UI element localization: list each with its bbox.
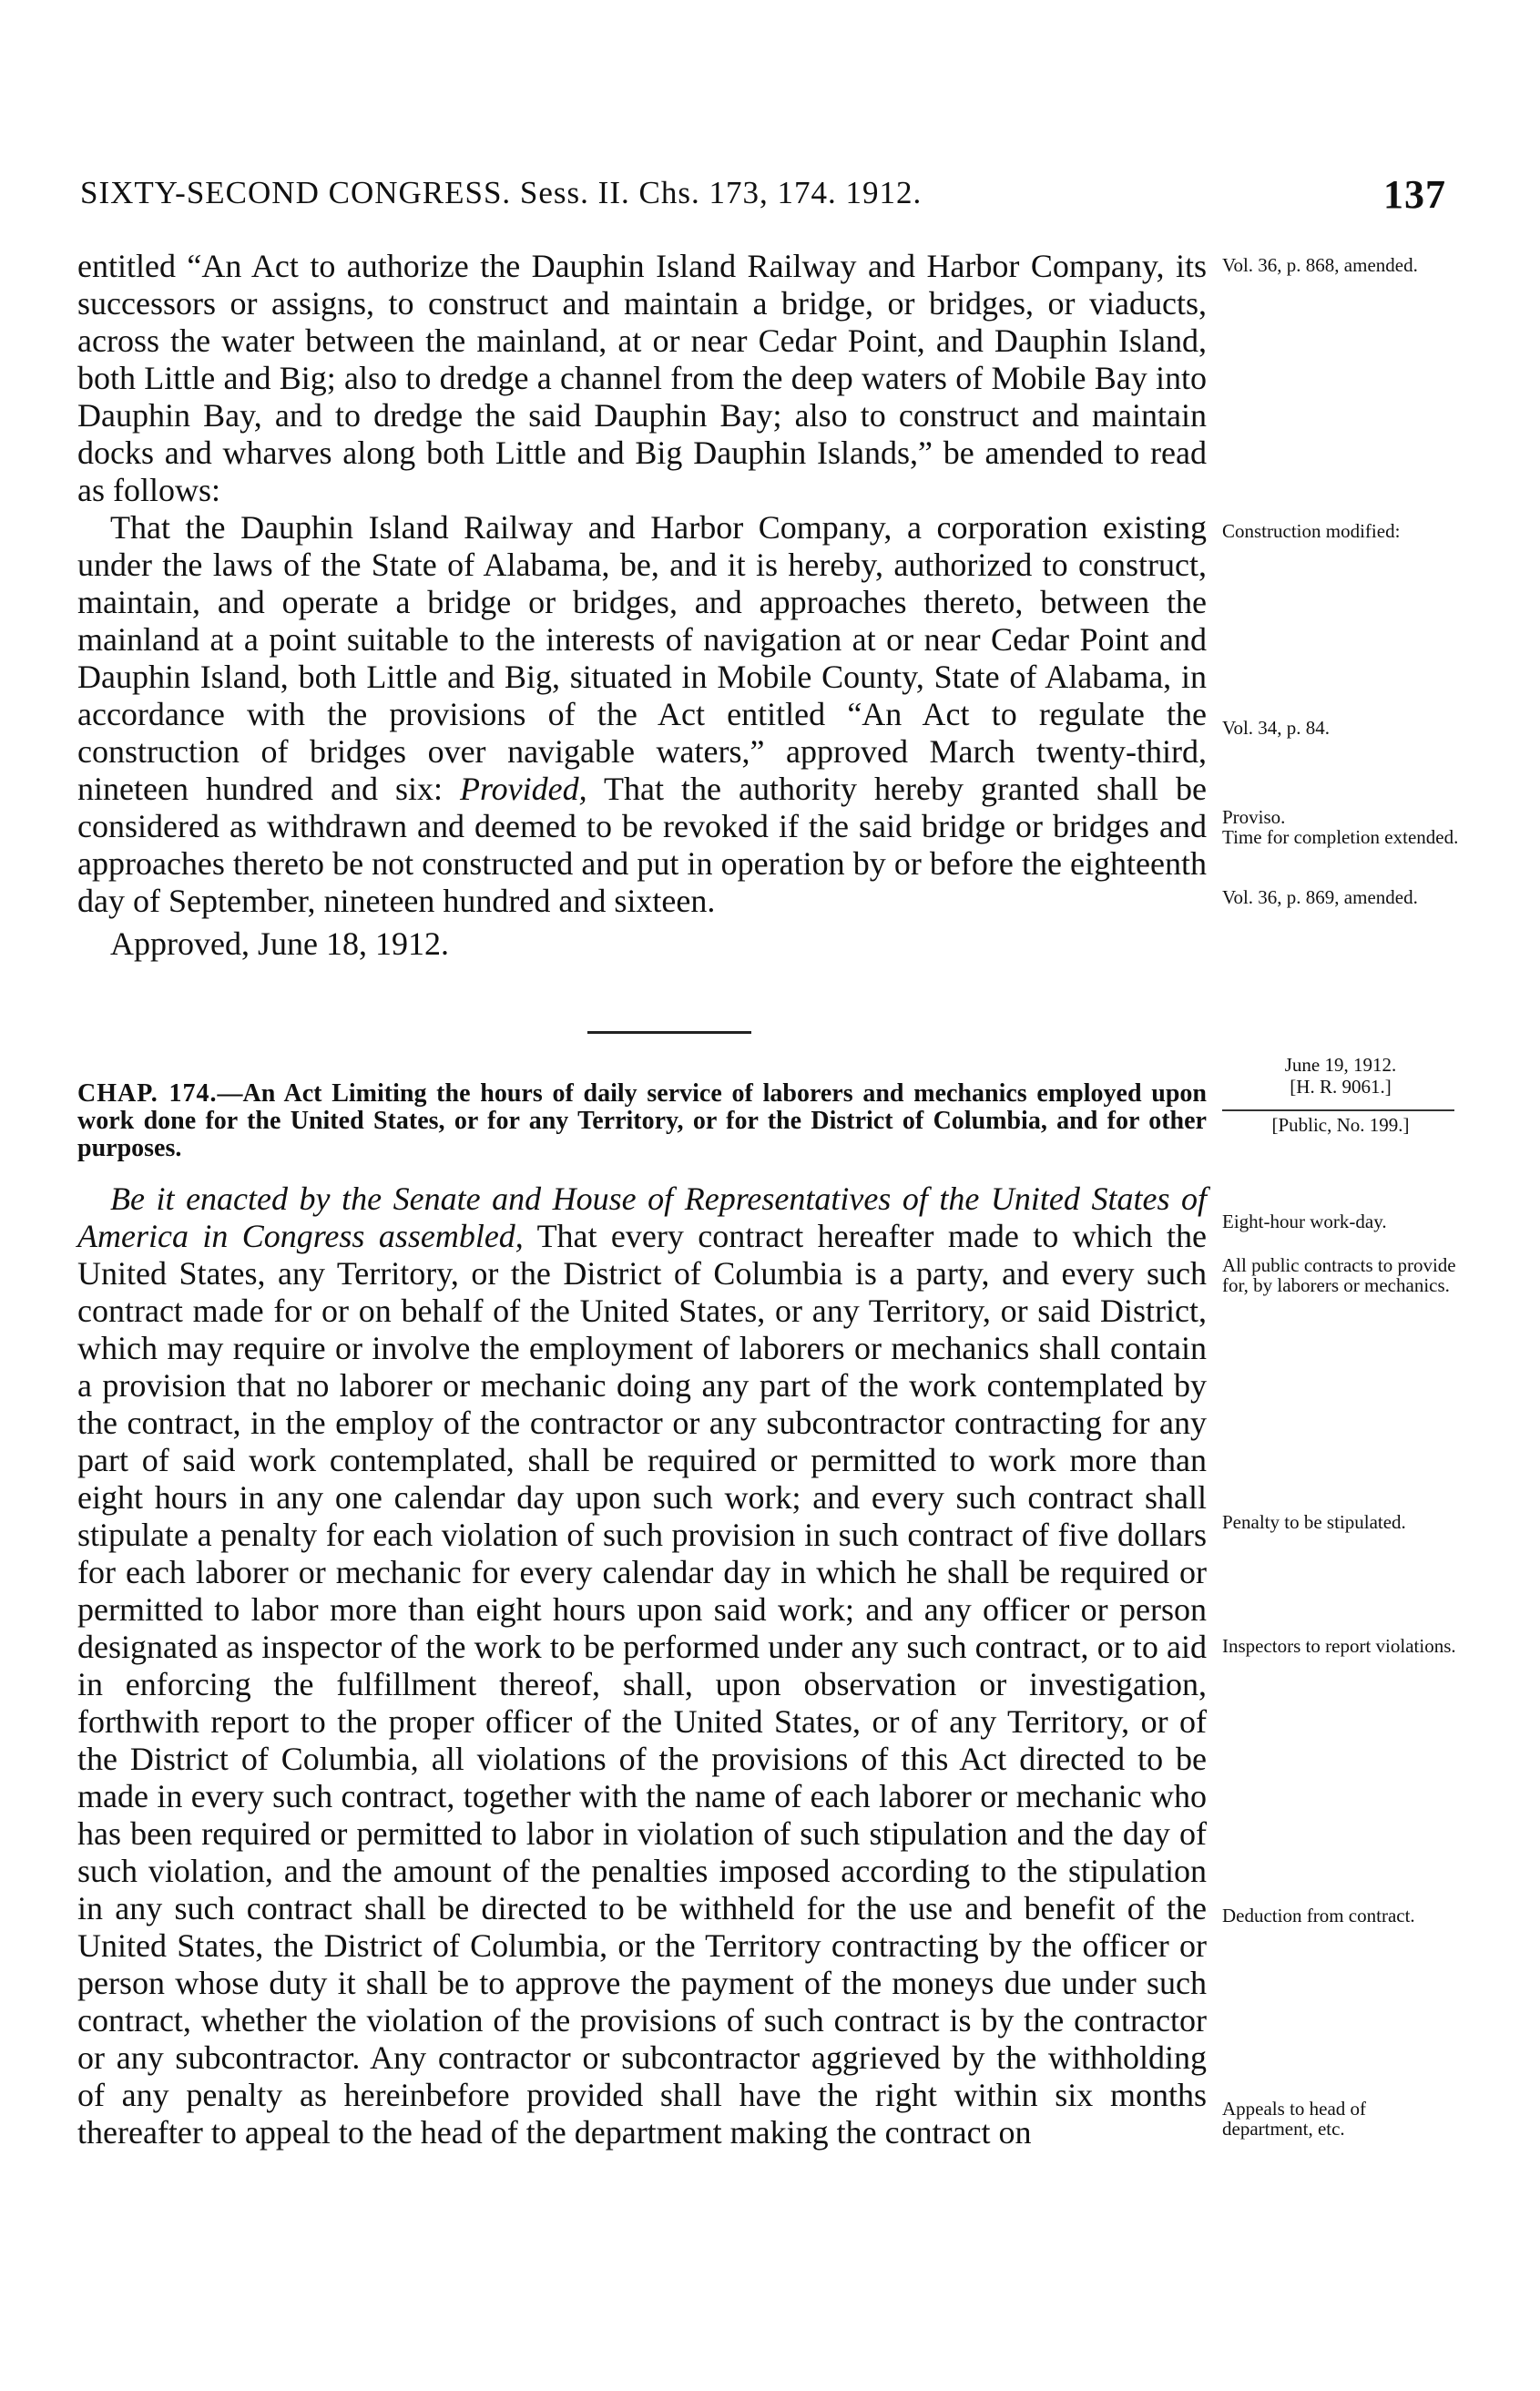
running-header: SIXTY-SECOND CONGRESS. Sess. II. Chs. 173, 174. 1912.	[80, 175, 923, 210]
note-vol36-amended: Vol. 36, p. 868, amended.	[1222, 254, 1418, 276]
note-construction-modified: Construction modified:	[1222, 520, 1401, 542]
note-date: June 19, 1912.	[1284, 1054, 1397, 1076]
note-proviso: Proviso.	[1222, 806, 1286, 828]
chapter-174-label: CHAP. 174.	[77, 1079, 218, 1108]
enacting-clause: Be it enacted by the Senate and House of Representatives of the United States of America in Congress assembled,	[77, 1180, 1207, 1254]
note-inspectors: Inspectors to report violations.	[1222, 1635, 1456, 1657]
chapter-174-body-text: That every contract hereafter made to which the United States, any Territory, or the District of Columbia is a party, and every such contract made for or on behalf of the United States, or any Territory, or said District, which may require or involve the employment of laborers or mechanics shall contain a provision that no laborer or mechanic doing any part of the work contemplated by the contract, in the employ of the contractor or any subcontractor contracting for any part of said work contemplated, shall be required or permitted to work more than eight hours in any one calendar day upon such work; and every such contract shall stipulate a penalty for each violation of such provision in such contract of five dollars for each laborer or mechanic for every calendar day in which he shall be required or permitted to labor more than eight hours upon said work; and any officer or person designated as inspector of the work to be performed under any such contract, or to aid in enforcing the fulfillment thereof, shall, upon observation or investigation, forthwith report to the proper officer of the United States, or of any Territory, or of the District of Columbia, all violations of the provisions of this Act directed to be made in every such contract, together with the name of each laborer or mechanic who has been required or permitted to labor in violation of such stipulation and the day of such violation, and the amount of the penalties imposed according to the stipulation in any such contract shall be directed to be withheld for the use and benefit of the United States, the District of Columbia, or the Territory contracting by the officer or person whose duty it shall be to approve the payment of the moneys due under such contract, whether the violation of the provisions of such contract is by the contractor or any subcontractor. Any contractor or subcontractor aggrieved by the withholding of any penalty as hereinbefore provided shall have the right within six months thereafter to appeal to the head of the department making the contract on	[77, 1218, 1207, 2151]
chapter-174-body	[77, 1180, 1207, 2151]
bill-number-rule	[1222, 1109, 1454, 1111]
note-vol34: Vol. 34, p. 84.	[1222, 717, 1331, 739]
page-header	[80, 172, 1446, 230]
proviso-text: That the authority hereby granted shall be considered as withdrawn and deemed to be revoked if the said bridge or bridges and approaches thereto be not constructed and put in operation by or before the eighteenth day of September, nineteen hundred and sixteen.	[77, 771, 1207, 919]
proviso-word: Provided,	[460, 771, 587, 807]
chapter-174-title	[77, 1080, 1207, 1162]
note-all-contracts: All public contracts to provide for, by laborers or mechanics.	[1222, 1254, 1456, 1296]
note-penalty: Penalty to be stipulated.	[1222, 1511, 1406, 1533]
note-appeals: Appeals to head of department, etc.	[1222, 2098, 1367, 2140]
chapter-174-title-text: —An Act Limiting the hours of daily service of laborers and mechanics employed upon work done for the United States, or for any Territory, or for the District of Columbia, and for other purposes.	[77, 1079, 1207, 1162]
chapter-174-text	[77, 1180, 1207, 2151]
note-bill-number: [H. R. 9061.]	[1290, 1076, 1392, 1098]
chapter-173-body-text: That the Dauphin Island Railway and Harbor Company, a corporation existing under the laws of the State of Alabama, be, and it is hereby, authorized to construct, maintain, and operate a bridge or bridges, and approaches thereto, between the mainland at a point suitable to the interests of navigation at or near Cedar Point and Dauphin Island, both Little and Big, situated in Mobile County, State of Alabama, in accordance with the provisions of the Act entitled “An Act to regulate the construction of bridges over navigable waters,” approved March twenty-third, nineteen hundred and six:	[77, 509, 1207, 807]
chapter-173-text	[77, 248, 1207, 963]
chapter-173-intro: entitled “An Act to authorize the Dauphin Island Railway and Harbor Company, its successors or assigns, to construct and maintain a bridge, or bridges, or viaducts, across the water between the mainland, at or near Cedar Point, and Dauphin Island, both Little and Big; also to dredge a channel from the deep waters of Mobile Bay into Dauphin Bay, and to dredge the said Dauphin Bay; also to construct and maintain docks and wharves along both Little and Big Dauphin Islands,” be amended to read as follows:	[77, 248, 1207, 508]
section-divider	[587, 1031, 751, 1034]
chapter-173-body	[77, 509, 1207, 920]
note-deduction: Deduction from contract.	[1222, 1905, 1415, 1926]
note-public-number: [Public, No. 199.]	[1271, 1114, 1410, 1136]
note-time-extended: Time for completion extended.	[1222, 826, 1459, 848]
note-eight-hour: Eight-hour work-day.	[1222, 1211, 1387, 1232]
approval-line: Approved, June 18, 1912.	[110, 925, 449, 962]
note-vol36-869: Vol. 36, p. 869, amended.	[1222, 886, 1418, 908]
page-number: 137	[1383, 172, 1446, 217]
